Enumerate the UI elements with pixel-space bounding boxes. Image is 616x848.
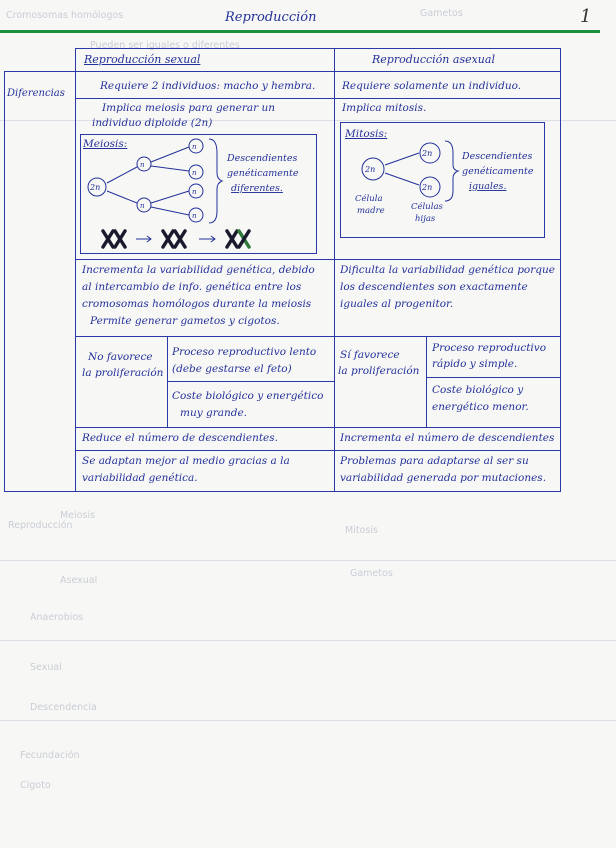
ruled-line xyxy=(0,720,616,721)
arrow-line xyxy=(151,191,189,203)
bleed-text: Descendencia xyxy=(30,702,97,713)
cell-label: n xyxy=(192,169,197,177)
asexual-mitosis-line: Implica mitosis. xyxy=(342,102,427,114)
meiosis-label: Meiosis: xyxy=(83,138,128,150)
asexual-prolif-line1: Sí favorece xyxy=(340,349,400,361)
cell-label: n xyxy=(140,161,145,169)
bleed-text: Meiosis xyxy=(60,510,96,521)
sexual-cost-line1: Coste biológico y energético xyxy=(172,390,324,402)
cell-label: n xyxy=(192,188,197,196)
bleed-text: Fecundación xyxy=(20,750,80,761)
header-asexual: Reproducción asexual xyxy=(372,53,495,66)
bleed-text: Pueden ser iguales o diferentes xyxy=(90,40,240,51)
meiosis-diagram xyxy=(80,134,317,254)
sexual-variability-line2: al intercambio de info. genética entre los xyxy=(82,281,302,293)
asexual-cost-line1: Coste biológico y xyxy=(432,384,524,396)
bleed-text: Cigoto xyxy=(20,780,51,791)
arrow-line xyxy=(107,167,137,183)
cell-label: n xyxy=(192,143,197,151)
parent-cell-label: 2n xyxy=(90,183,101,192)
green-rule xyxy=(0,30,600,33)
meiosis-brace-line1: Descendientes xyxy=(227,153,298,164)
asexual-prolif-line2: la proliferación xyxy=(338,365,420,377)
mitosis-sketch xyxy=(341,123,544,237)
bleed-text: Mitosis xyxy=(345,525,378,536)
daughters-label-line2: hijas xyxy=(415,214,436,224)
mother-cell-label: 2n xyxy=(365,165,376,174)
row-label-differences: Diferencias xyxy=(7,88,65,99)
mother-label-line1: Célula xyxy=(355,194,383,204)
arrow-line xyxy=(107,191,137,203)
mitosis-brace-line1: Descendientes xyxy=(462,151,533,162)
asexual-variability-line2: los descendientes son exactamente xyxy=(340,281,528,293)
daughter-cell-label: 2n xyxy=(422,183,433,192)
sexual-process-line2: (debe gestarse el feto) xyxy=(172,363,292,375)
chromosome-icons xyxy=(103,231,249,247)
sexual-variability-line4: Permite generar gametos y cigotos. xyxy=(90,315,280,327)
sexual-adapt-line1: Se adaptan mejor al medio gracias a la xyxy=(82,455,290,467)
bleed-text: Anaerobios xyxy=(30,612,84,623)
sexual-prolif-line2: la proliferación xyxy=(82,367,164,379)
sexual-meiosis-line1: Implica meiosis para generar un xyxy=(102,102,276,114)
arrow-line xyxy=(385,173,419,185)
cell-label: n xyxy=(140,202,145,210)
sexual-cost-line2: muy grande. xyxy=(180,407,248,419)
sexual-process-line1: Proceso reproductivo lento xyxy=(172,346,317,358)
arrow-line xyxy=(151,207,189,215)
bleed-text: Gametos xyxy=(420,8,463,19)
chromosome-arrows xyxy=(136,236,215,242)
sexual-requirement: Requiere 2 individuos: macho y hembra. xyxy=(100,80,316,92)
bleed-text: Reproducción xyxy=(8,520,73,531)
ruled-line xyxy=(0,560,616,561)
mitosis-label: Mitosis: xyxy=(345,128,388,140)
meiosis-brace-line2: genéticamente xyxy=(227,168,299,179)
asexual-adapt-line1: Problemas para adaptarse al ser su xyxy=(340,455,529,467)
mitosis-brace-line3: iguales. xyxy=(469,181,507,192)
bleed-text: Gametos xyxy=(350,568,393,579)
asexual-adapt-line2: variabilidad generada por mutaciones. xyxy=(340,472,547,484)
ruled-line xyxy=(0,640,616,641)
sexual-adapt-line2: variabilidad genética. xyxy=(82,472,198,484)
cell-label: n xyxy=(192,212,197,220)
sexual-variability-line3: cromosomas homólogos durante la meiosis xyxy=(82,298,312,310)
mitosis-diagram xyxy=(340,122,545,238)
sexual-meiosis-line2: individuo diploide (2n) xyxy=(92,117,213,129)
brace-shape xyxy=(445,141,458,201)
asexual-variability-line1: Dificulta la variabilidad genética porque xyxy=(340,264,555,276)
mother-label-line2: madre xyxy=(357,206,385,216)
daughters-label-line1: Células xyxy=(411,202,443,212)
sexual-variability-line1: Incrementa la variabilidad genética, debido xyxy=(82,264,315,276)
sexual-prolif-line1: No favorece xyxy=(88,351,153,363)
asexual-process-line1: Proceso reproductivo xyxy=(432,342,547,354)
meiosis-sketch xyxy=(81,135,316,253)
page-title: Reproducción xyxy=(225,10,317,25)
mitosis-brace-line2: genéticamente xyxy=(462,166,534,177)
asexual-process-line2: rápido y simple. xyxy=(432,358,518,370)
row-label-cell xyxy=(4,71,76,492)
meiosis-brace-line3: diferentes. xyxy=(231,183,283,194)
asexual-requirement: Requiere solamente un individuo. xyxy=(342,80,522,92)
bleed-text: Sexual xyxy=(30,662,62,673)
sexual-desc-count: Reduce el número de descendientes. xyxy=(82,432,278,444)
brace-shape xyxy=(209,139,222,223)
bleed-text: Cromosomas homólogos xyxy=(6,10,124,21)
daughter-cell-label: 2n xyxy=(422,149,433,158)
header-sexual: Reproducción sexual xyxy=(84,53,201,66)
bleed-text: Asexual xyxy=(60,575,98,586)
asexual-desc-count: Incrementa el número de descendientes xyxy=(340,432,555,444)
asexual-variability-line3: iguales al progenitor. xyxy=(340,298,454,310)
asexual-cost-line2: energético menor. xyxy=(432,401,529,413)
arrow-line xyxy=(385,153,419,165)
page-number: 1 xyxy=(580,6,592,27)
arrow-line xyxy=(151,147,189,162)
arrow-line xyxy=(151,166,189,171)
